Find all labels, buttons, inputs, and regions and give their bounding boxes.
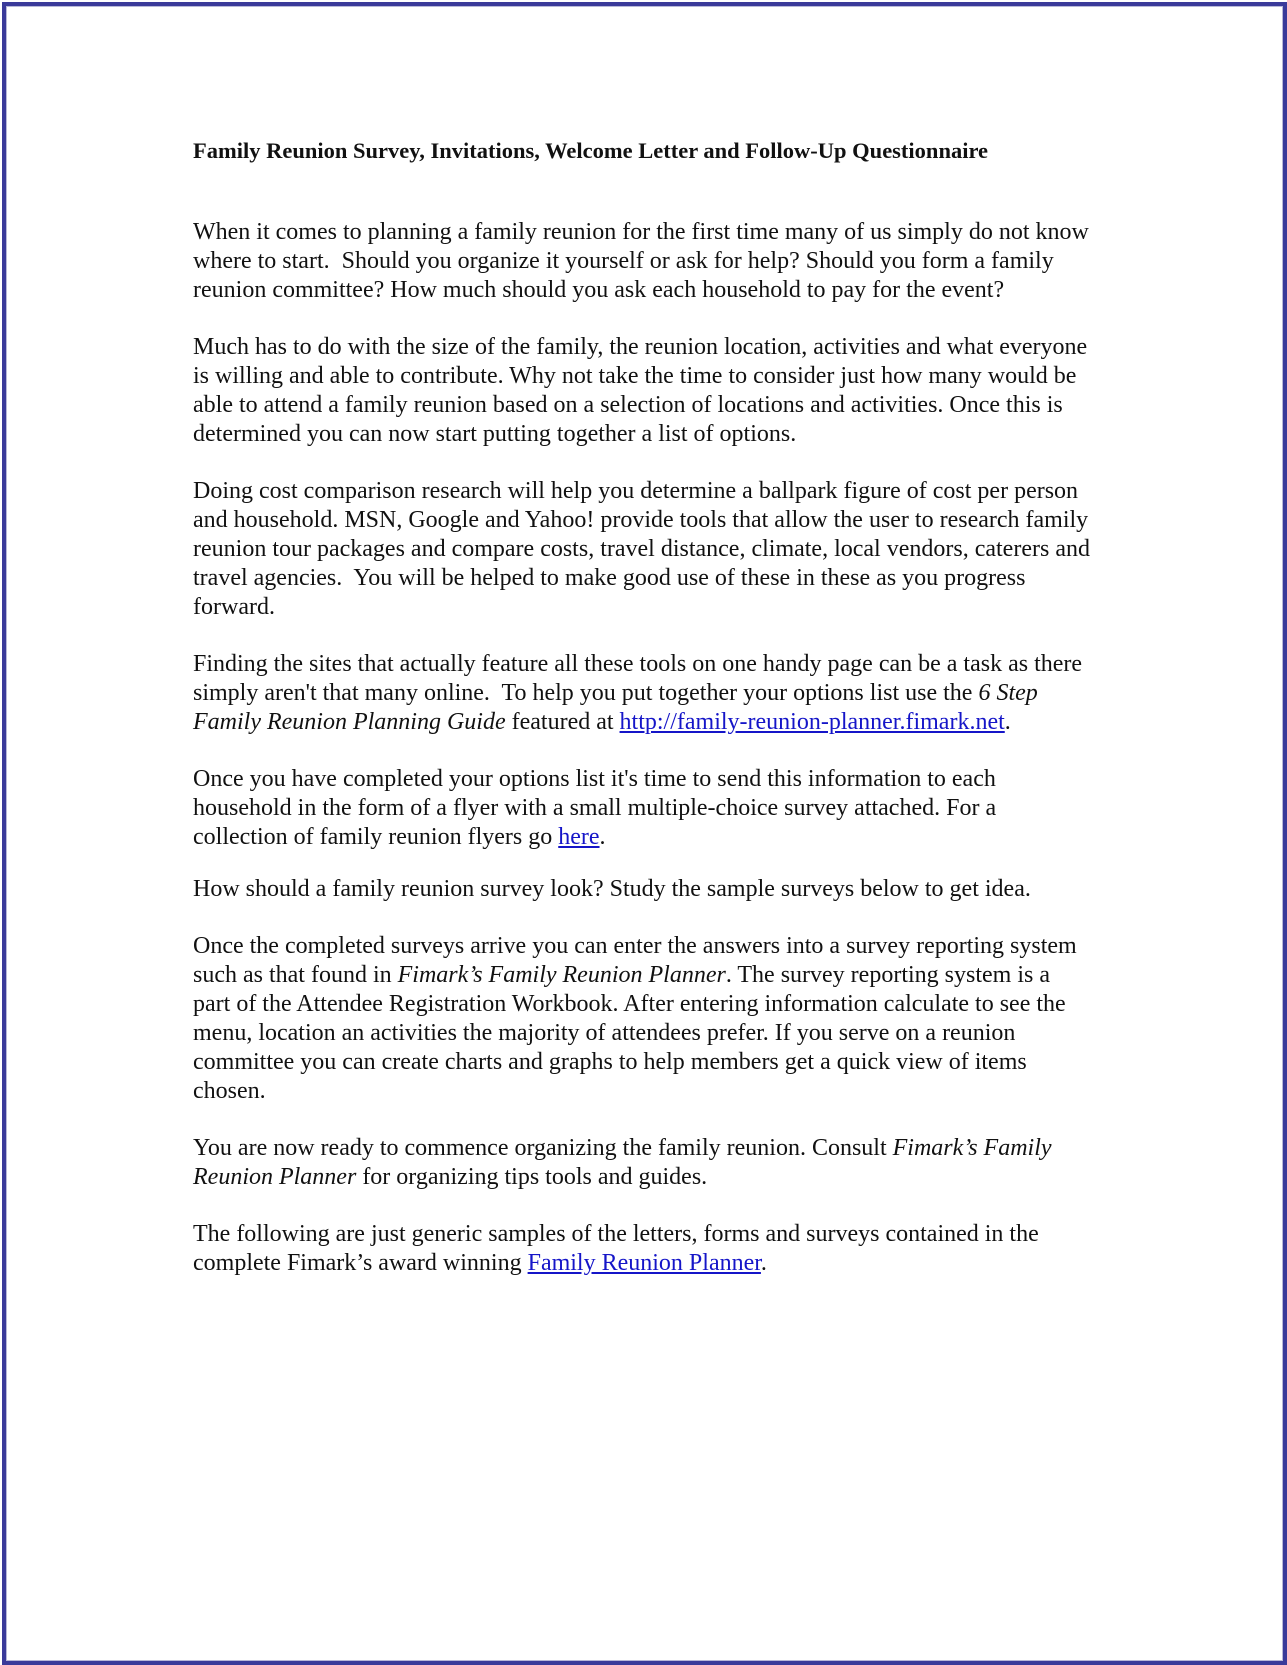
text-segment: Once the completed surveys arrive you can enter the answers into a survey reporting system such as that found in — [193, 933, 1077, 988]
paragraph-intro: When it comes to planning a family reunion for the first time many of us simply do not know where to start. Should you organize it yourself or ask for help? Should you form a family reunion committee? How much should you ask each household to pay for the event? — [193, 219, 1089, 303]
paragraph-finding-sites — [193, 650, 1093, 737]
document-body — [193, 136, 1093, 1306]
planner-title: Fimark’s Family Reunion Planner — [193, 1135, 1052, 1190]
guide-title: 6 Step Family Reunion Planning Guide — [193, 680, 1038, 735]
document-title: Family Reunion Survey, Invitations, Welcome Letter and Follow-Up Questionnaire — [193, 138, 989, 163]
text-segment: You are now ready to commence organizing the family reunion. Consult — [193, 1135, 893, 1161]
planner-title: Fimark’s Family Reunion Planner — [397, 962, 726, 988]
paragraph-ready — [193, 1134, 1093, 1192]
planner-site-link[interactable]: http://family-reunion-planner.fimark.net — [619, 709, 1005, 735]
text-segment: featured at — [505, 709, 620, 735]
paragraph-flyers — [193, 765, 1093, 852]
text-segment: . — [760, 1250, 767, 1276]
paragraph-survey-reporting — [193, 932, 1093, 1106]
text-segment: Once you have completed your options list it's time to send this information to each household in the form of a flyer with a small multiple-choice survey attached. For a collection of family reunion flyers go — [193, 766, 997, 850]
text-segment: . The survey reporting system is a part of the Attendee Registration Workbook. After entering information calculate to see the menu, location an activities the majority of attendees prefer. If you serve on a reunion committee you can create charts and graphs to help members get a quick view of items chosen. — [193, 962, 1066, 1104]
text-segment: . — [1004, 709, 1011, 735]
text-segment: . — [599, 824, 606, 850]
flyers-here-link[interactable]: here — [558, 824, 600, 850]
paragraph-survey-look: How should a family reunion survey look? Study the sample surveys below to get idea. — [193, 876, 1031, 902]
text-segment: for organizing tips tools and guides. — [356, 1164, 708, 1190]
paragraph-cost-research: Doing cost comparison research will help you determine a ballpark figure of cost per person and household. MSN, Google and Yahoo! provide tools that allow the user to research family reunion tour packages and compare costs, travel distance, climate, local vendors, caterers and travel agencies. You will be helped to make good use of these in these as you progress forward. — [193, 478, 1090, 620]
paragraph-samples — [193, 1220, 1093, 1278]
paragraph-family-size: Much has to do with the size of the family, the reunion location, activities and what everyone is willing and able to contribute. Why not take the time to consider just how many would be able to attend a family reunion based on a selection of locations and activities. Once this is determined you can now start putting together a list of options. — [193, 334, 1088, 447]
text-segment: Finding the sites that actually feature all these tools on one handy page can be a task as there simply aren't that many online. To help you put together your options list use the — [193, 651, 1083, 706]
family-reunion-planner-link[interactable]: Family Reunion Planner — [527, 1250, 761, 1276]
text-segment: The following are just generic samples of the letters, forms and surveys contained in the complete Fimark’s award winning — [193, 1221, 1039, 1276]
